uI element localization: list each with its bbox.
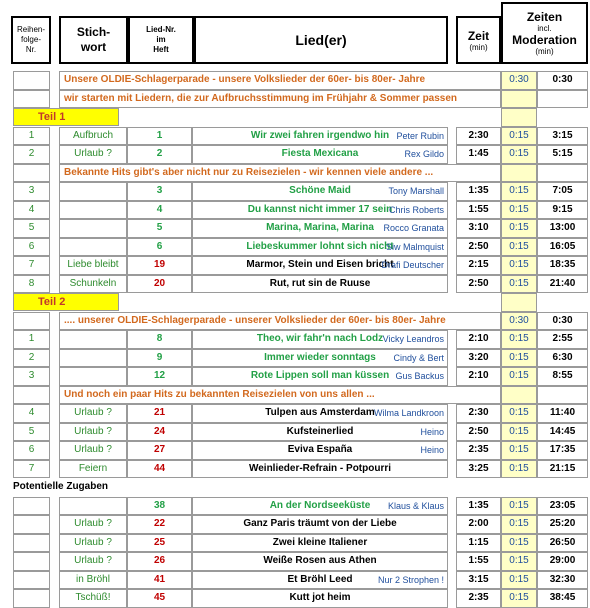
total-cell: 32:30 (537, 571, 588, 590)
song-title: Fiesta Mexicana (281, 148, 359, 159)
moderation-cell: 0:15 (501, 182, 537, 201)
teil1-label: Teil 1 (13, 108, 119, 126)
song-artist: Klaus & Klaus (387, 500, 444, 511)
lied-cell (192, 219, 448, 238)
stichwort-cell: Urlaub ? (59, 534, 127, 553)
lied-number: 20 (127, 275, 192, 294)
total-cell: 8:55 (537, 367, 588, 386)
total-cell: 26:50 (537, 534, 588, 553)
song-artist: Drafi Deutscher (381, 260, 444, 270)
song-title: Rut, rut sin de Ruuse (269, 277, 371, 289)
section-band-text: Bekannte Hits gibt's aber nicht nur zu Reisezielen - wir kennen viele andere ... (59, 164, 501, 183)
lied-number: 24 (127, 423, 192, 442)
lied-number: 21 (127, 404, 192, 423)
stichwort-cell (59, 219, 127, 238)
header-zeiten-unit: (min) (535, 47, 554, 56)
table-row (0, 515, 590, 534)
lied-cell (192, 145, 448, 164)
total-cell: 18:35 (537, 256, 588, 275)
order-number: 7 (13, 460, 50, 479)
total-cell: 25:20 (537, 515, 588, 534)
song-title: Marina, Marina, Marina (266, 222, 374, 233)
nr-cell (13, 386, 50, 405)
header-zeit-unit: (min) (469, 42, 488, 52)
nr-cell (13, 71, 50, 90)
table-row (0, 552, 590, 571)
band-row (0, 90, 590, 109)
moderation-cell (501, 108, 537, 127)
zugaben-label: Potentielle Zugaben (13, 481, 109, 492)
song-title: Kutt jot heim (289, 592, 351, 603)
nr-cell (13, 164, 50, 183)
moderation-cell: 0:15 (501, 256, 537, 275)
header-zeiten-mod: Moderation (512, 33, 577, 47)
header-lied: Lied(er) (194, 16, 448, 64)
lied-cell (192, 552, 448, 571)
song-artist: Siw Malmquist (385, 241, 444, 252)
order-number: 5 (13, 423, 50, 442)
song-title: Weiße Rosen aus Athen (263, 555, 377, 566)
moderation-cell: 0:15 (501, 145, 537, 164)
song-artist: Chris Roberts (388, 204, 444, 215)
moderation-cell: 0:15 (501, 497, 537, 516)
moderation-cell: 0:15 (501, 460, 537, 479)
order-number: 6 (13, 238, 50, 257)
order-number (13, 497, 50, 516)
header-zeiten-label: Zeiten (526, 10, 563, 24)
section-band-text: .... unserer OLDIE-Schlagerparade - unserer Volkslieder der 60er- bis 80er- Jahre (59, 312, 501, 331)
order-number: 5 (13, 219, 50, 238)
song-title: Du kannst nicht immer 17 sein (247, 203, 393, 215)
order-number (13, 534, 50, 553)
teil2-label: Teil 2 (13, 293, 119, 311)
lied-cell (192, 534, 448, 553)
song-title: Immer wieder sonntags (264, 351, 376, 363)
song-title: Kufsteinerlied (286, 425, 354, 437)
lied-cell (192, 497, 448, 516)
order-number: 4 (13, 404, 50, 423)
lied-number: 2 (127, 145, 192, 164)
song-artist: Heino (420, 445, 444, 455)
moderation-cell: 0:15 (501, 349, 537, 368)
duration-cell: 2:10 (456, 330, 501, 349)
total-cell: 5:15 (537, 145, 588, 164)
band-row (0, 71, 590, 90)
moderation-cell (501, 90, 537, 109)
lied-cell (192, 275, 448, 294)
moderation-cell: 0:15 (501, 367, 537, 386)
band-row (0, 164, 590, 183)
song-title: Wir zwei fahren irgendwo hin (250, 129, 390, 141)
song-artist: Nur 2 Strophen ! (377, 574, 444, 585)
lied-cell (192, 423, 448, 442)
moderation-cell (501, 386, 537, 405)
duration-cell: 2:30 (456, 127, 501, 146)
moderation-cell: 0:15 (501, 275, 537, 294)
song-title: An der Nordseeküste (269, 499, 371, 511)
lied-number: 19 (127, 256, 192, 275)
stichwort-cell (59, 349, 127, 368)
table-row (0, 404, 590, 423)
table-row (0, 497, 590, 516)
table-row (0, 330, 590, 349)
header-zeit-label: Zeit (467, 28, 490, 43)
stichwort-cell: Schunkeln (59, 275, 127, 294)
total-cell: 0:30 (537, 312, 588, 331)
moderation-cell: 0:15 (501, 552, 537, 571)
nr-cell (13, 90, 50, 109)
table-row (0, 201, 590, 220)
song-artist: Wilma Landkroon (373, 408, 444, 418)
duration-cell: 2:50 (456, 238, 501, 257)
lied-number: 27 (127, 441, 192, 460)
lied-cell (192, 256, 448, 275)
total-cell: 3:15 (537, 127, 588, 146)
lied-number: 44 (127, 460, 192, 479)
total-cell: 9:15 (537, 201, 588, 220)
moderation-cell: 0:15 (501, 219, 537, 238)
moderation-cell: 0:15 (501, 589, 537, 608)
stichwort-cell: Feiern (59, 460, 127, 479)
song-title: Schöne Maid (289, 185, 351, 196)
song-artist: Heino (420, 426, 444, 437)
lied-cell (192, 367, 448, 386)
order-number (13, 571, 50, 590)
lied-cell (192, 201, 448, 220)
duration-cell: 3:15 (456, 571, 501, 590)
stichwort-cell: Urlaub ? (59, 515, 127, 534)
moderation-cell: 0:15 (501, 423, 537, 442)
total-cell: 14:45 (537, 423, 588, 442)
header-zeit (456, 16, 501, 64)
total-cell: 23:05 (537, 497, 588, 516)
duration-cell: 2:35 (456, 441, 501, 460)
total-cell: 21:15 (537, 460, 588, 479)
duration-cell: 1:35 (456, 182, 501, 201)
header-zeiten-incl: incl. (537, 24, 552, 33)
order-number: 2 (13, 349, 50, 368)
stichwort-cell (59, 201, 127, 220)
lied-cell (192, 441, 448, 460)
stichwort-cell: Urlaub ? (59, 145, 127, 164)
stichwort-cell (59, 182, 127, 201)
song-title: Theo, wir fahr'n nach Lodz (256, 333, 384, 344)
stichwort-cell (59, 497, 127, 516)
moderation-cell: 0:30 (501, 312, 537, 331)
order-number: 4 (13, 201, 50, 220)
order-number: 3 (13, 182, 50, 201)
stichwort-cell: Liebe bleibt (59, 256, 127, 275)
section-band-text: wir starten mit Liedern, die zur Aufbruchsstimmung im Frühjahr & Sommer passen (59, 90, 501, 109)
song-title: Marmor, Stein und Eisen bricht (246, 259, 394, 270)
table-row (0, 349, 590, 368)
stichwort-cell: Tschüß! (59, 589, 127, 608)
lied-number: 6 (127, 238, 192, 257)
duration-cell: 1:55 (456, 201, 501, 220)
table-row (0, 423, 590, 442)
table-row (0, 441, 590, 460)
lied-number: 38 (127, 497, 192, 516)
song-title: Rote Lippen soll man küssen (250, 370, 390, 381)
duration-cell: 2:00 (456, 515, 501, 534)
table-row (0, 219, 590, 238)
song-title: Zwei kleine Italiener (272, 536, 368, 548)
order-number: 6 (13, 441, 50, 460)
duration-cell: 2:15 (456, 256, 501, 275)
song-artist: Peter Rubin (396, 130, 444, 141)
order-number (13, 515, 50, 534)
total-cell: 0:30 (537, 71, 588, 90)
lied-cell (192, 349, 448, 368)
total-cell: 17:35 (537, 441, 588, 460)
lied-cell (192, 127, 448, 146)
lied-number: 41 (127, 571, 192, 590)
moderation-cell: 0:15 (501, 238, 537, 257)
total-cell (537, 90, 588, 109)
lied-number: 25 (127, 534, 192, 553)
teil2-row (0, 293, 590, 312)
moderation-cell: 0:15 (501, 330, 537, 349)
song-artist: Tony Marshall (388, 186, 444, 196)
song-title: Tulpen aus Amsterdam (265, 407, 375, 418)
header-liednr: Lied-Nr. im Heft (128, 16, 194, 64)
lied-cell (192, 404, 448, 423)
song-title: Weinlieder-Refrain - Potpourri (248, 462, 392, 474)
stichwort-cell (59, 367, 127, 386)
table-row (0, 275, 590, 294)
total-cell (537, 386, 588, 405)
moderation-cell: 0:15 (501, 441, 537, 460)
moderation-cell (501, 293, 537, 312)
moderation-cell: 0:15 (501, 201, 537, 220)
total-cell: 16:05 (537, 238, 588, 257)
total-cell: 11:40 (537, 404, 588, 423)
total-cell: 13:00 (537, 219, 588, 238)
table-row (0, 182, 590, 201)
order-number (13, 552, 50, 571)
order-number: 8 (13, 275, 50, 294)
song-artist: Rex Gildo (404, 149, 444, 159)
table-row (0, 145, 590, 164)
table-row (0, 589, 590, 608)
lied-number: 3 (127, 182, 192, 201)
duration-cell: 1:15 (456, 534, 501, 553)
moderation-cell: 0:15 (501, 127, 537, 146)
stichwort-cell: Urlaub ? (59, 552, 127, 571)
stichwort-cell (59, 238, 127, 257)
table-row (0, 256, 590, 275)
band-row (0, 386, 590, 405)
song-artist: Rocco Granata (383, 223, 444, 233)
stichwort-cell: Urlaub ? (59, 441, 127, 460)
order-number: 1 (13, 330, 50, 349)
moderation-cell: 0:30 (501, 71, 537, 90)
order-number: 7 (13, 256, 50, 275)
order-number: 3 (13, 367, 50, 386)
lied-cell (192, 330, 448, 349)
song-title: Liebeskummer lohnt sich nicht (246, 240, 394, 252)
duration-cell: 1:45 (456, 145, 501, 164)
lied-number: 5 (127, 219, 192, 238)
lied-number: 8 (127, 330, 192, 349)
lied-cell (192, 460, 448, 479)
order-number (13, 589, 50, 608)
stichwort-cell (59, 330, 127, 349)
moderation-cell: 0:15 (501, 515, 537, 534)
song-title: Et Bröhl Leed (287, 573, 353, 585)
lied-number: 12 (127, 367, 192, 386)
header-reihenfolge: Reihen- folge- Nr. (11, 16, 51, 64)
lied-number: 1 (127, 127, 192, 146)
table-row (0, 238, 590, 257)
order-number: 1 (13, 127, 50, 146)
duration-cell: 2:35 (456, 589, 501, 608)
stichwort-cell: in Bröhl (59, 571, 127, 590)
header-stichwort: Stich- wort (59, 16, 128, 64)
total-cell: 6:30 (537, 349, 588, 368)
zugaben-row (0, 478, 590, 497)
total-cell: 21:40 (537, 275, 588, 294)
duration-cell: 3:10 (456, 219, 501, 238)
lied-cell (192, 515, 448, 534)
song-artist: Cindy & Bert (393, 352, 444, 363)
table-row (0, 571, 590, 590)
lied-cell (192, 589, 448, 608)
duration-cell: 3:20 (456, 349, 501, 368)
stichwort-cell: Urlaub ? (59, 404, 127, 423)
lied-number: 26 (127, 552, 192, 571)
duration-cell: 3:25 (456, 460, 501, 479)
band-row (0, 312, 590, 331)
song-artist: Gus Backus (395, 371, 444, 381)
lied-number: 22 (127, 515, 192, 534)
section-band-text: Und noch ein paar Hits zu bekannten Reisezielen von uns allen ... (59, 386, 501, 405)
table-row (0, 367, 590, 386)
total-cell: 38:45 (537, 589, 588, 608)
song-artist: Vicky Leandros (382, 334, 444, 344)
lied-number: 4 (127, 201, 192, 220)
moderation-cell (501, 164, 537, 183)
total-cell: 29:00 (537, 552, 588, 571)
duration-cell: 2:10 (456, 367, 501, 386)
lied-number: 45 (127, 589, 192, 608)
lied-cell (192, 571, 448, 590)
song-title: Eviva España (287, 444, 353, 455)
total-cell: 7:05 (537, 182, 588, 201)
table-row (0, 534, 590, 553)
moderation-cell: 0:15 (501, 404, 537, 423)
duration-cell: 2:30 (456, 404, 501, 423)
total-cell (537, 164, 588, 183)
stichwort-cell: Aufbruch (59, 127, 127, 146)
table-row (0, 127, 590, 146)
header-zeiten (501, 2, 588, 64)
lied-number: 9 (127, 349, 192, 368)
stichwort-cell: Urlaub ? (59, 423, 127, 442)
lied-cell (192, 238, 448, 257)
total-cell: 2:55 (537, 330, 588, 349)
duration-cell: 1:35 (456, 497, 501, 516)
moderation-cell: 0:15 (501, 571, 537, 590)
duration-cell: 2:50 (456, 423, 501, 442)
duration-cell: 1:55 (456, 552, 501, 571)
order-number: 2 (13, 145, 50, 164)
lied-cell (192, 182, 448, 201)
nr-cell (13, 312, 50, 331)
table-row (0, 460, 590, 479)
duration-cell: 2:50 (456, 275, 501, 294)
moderation-cell: 0:15 (501, 534, 537, 553)
section-band-text: Unsere OLDIE-Schlagerparade - unsere Volkslieder der 60er- bis 80er- Jahre (59, 71, 501, 90)
teil1-row (0, 108, 590, 127)
song-title: Ganz Paris träumt von der Liebe (243, 518, 397, 529)
